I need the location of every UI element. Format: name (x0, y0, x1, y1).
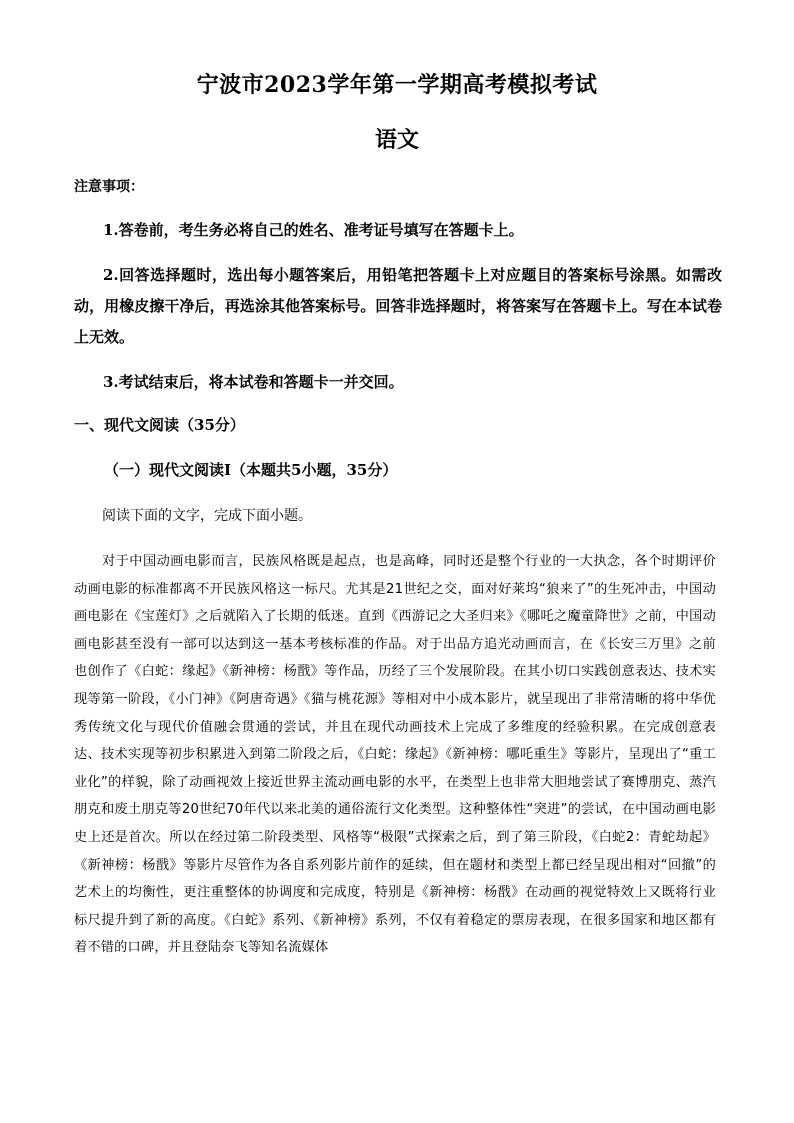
notice-item-1: 1.答卷前，考生务必将自己的姓名、准考证号填写在答题卡上。 (103, 221, 524, 239)
reading-instruction: 阅读下面的文字，完成下面小题。 (102, 508, 312, 524)
subsection-heading: （一）现代文阅读Ⅰ（本题共5小题，35分） (104, 461, 398, 479)
subject-title: 语文 (374, 127, 419, 153)
reading-passage: 对于中国动画电影而言，民族风格既是起点，也是高峰，同时还是整个行业的一大执念，各个时期评价动画电影的标准都离不开民族风格这一标尺。尤其是21世纪之交，面对好莱坞“狼来了”的生死冲击，中国动画电影在《宝莲灯》之后就陷入了长期的低迷。直到《西游记之大圣归来》《哪吒之魔童降世》之前，中国动画电影甚至没有一部可以达到这一基本考核标准的作品。对于出品方追光动画而言，在《长安三万里》之前也创作了《白蛇：缘起》《新神榜：杨戬》等作品，历经了三个发展阶段。在其小切口实践创意表达、技术实现等第一阶段，《小门神》《阿唐奇遇》《猫与桃花源》等相对中小成本影片，就呈现出了非常清晰的将中华优秀传统文化与现代价值融会贯通的尝试，并且在现代动画技术上完成了多维度的经验积累。在完成创意表达、技术实现等初步积累进入到第二阶段之后，《白蛇：缘起》《新神榜：哪吒重生》等影片，呈现出了“重工业化”的样貌，除了动画视效上接近世界主流动画电影的水平，在类型上也非常大胆地尝试了赛博朋克、蒸汽朋克和废土朋克等20世纪70年代以来北美的通俗流行文化类型。这种整体性“突进”的尝试，在中国动画电影史上还是首次。所以在经过第二阶段类型、风格等“极限”式探索之后，到了第三阶段，《白蛇2：青蛇劫起》《新神榜：杨戬》等影片尽管作为各自系列影片前作的延续，但在题材和类型上都已经呈现出相对“回撤”的艺术上的均衡性，更注重整体的协调度和完成度，特别是《新神榜：杨戬》在动画的视觉特效上又既将行业标尺提升到了新的高度。《白蛇》系列、《新神榜》系列，不仅有着稳定的票房表现，在很多国家和地区都有着不错的口碑，并且登陆奈飞等知名流媒体 (74, 554, 716, 956)
section-heading: 一、现代文阅读（35分） (74, 416, 245, 434)
notice-heading: 注意事项： (74, 179, 144, 195)
notice-item-2: 2.回答选择题时，选出每小题答案后，用铅笔把答题卡上对应题目的答案标号涂黑。如需改动，用橡皮擦干净后，再选涂其他答案标号。回答非选择题时，将答案写在答题卡上。写在本试卷上无效。 (74, 266, 722, 346)
exam-title: 宁波市2023学年第一学期高考模拟考试 (196, 72, 598, 98)
notice-item-3: 3.考试结束后，将本试卷和答题卡一并交回。 (103, 373, 404, 391)
